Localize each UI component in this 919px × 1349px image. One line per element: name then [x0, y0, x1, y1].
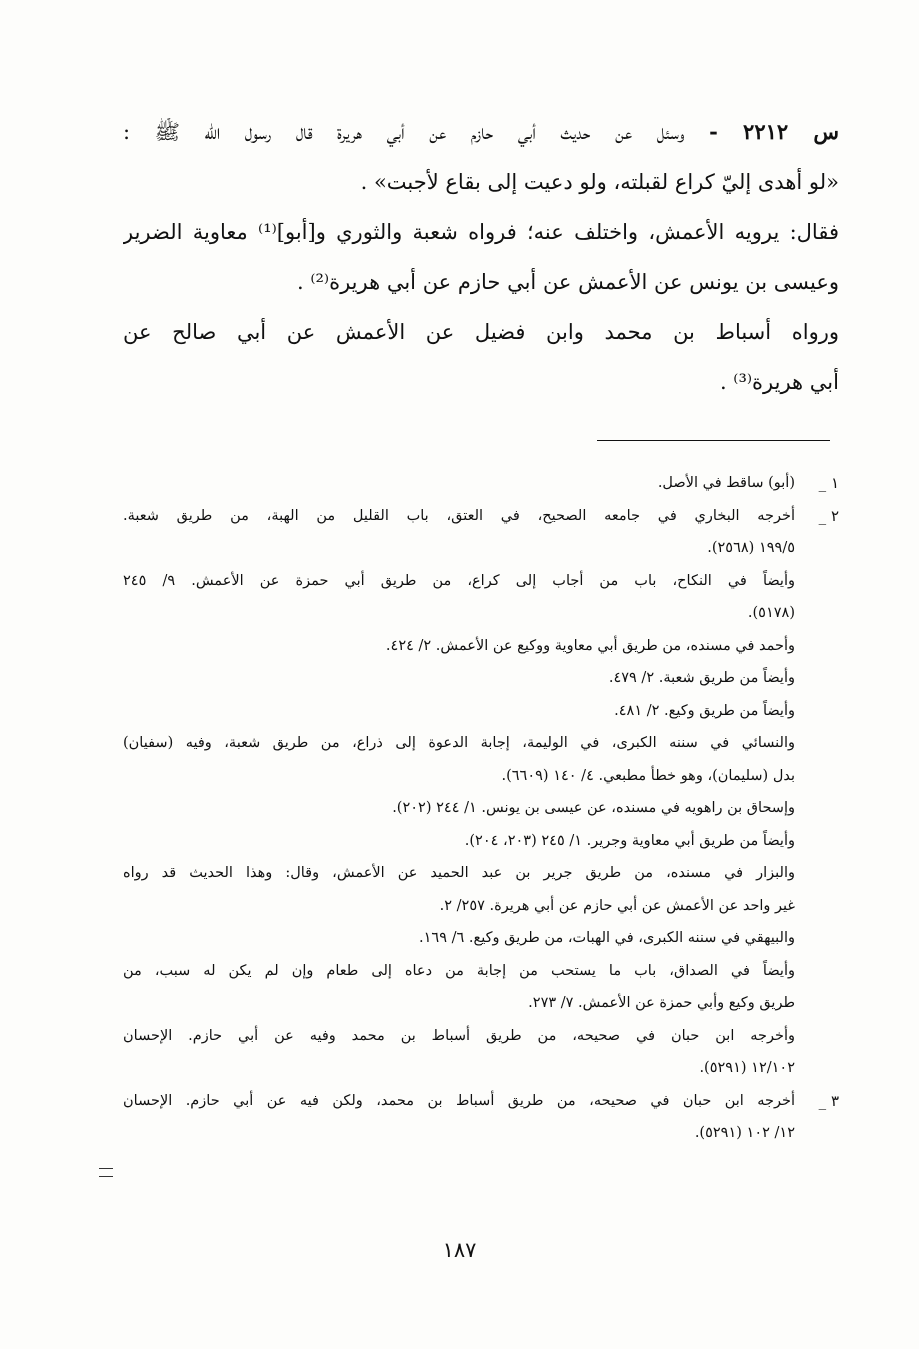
footnote: [123, 467, 839, 500]
footnotes: [123, 467, 839, 1150]
margin-mark: [99, 1168, 113, 1177]
answer-line: وعيسى بن يونس عن الأعمش عن أبي حازم عن أبي هريرة⁽²⁾ .: [296, 270, 839, 294]
footnote-line: وأيضاً من طريق وكيع. ٢/ ٤٨١.: [614, 702, 795, 719]
question-line: «لو أهدى إليّ كراع لقبلته، ولو دعيت إلى بقاع لأجبت» .: [360, 170, 839, 194]
footnote-line: وأيضاً من طريق شعبة. ٢/ ٤٧٩.: [608, 670, 795, 686]
footnote-line: ١٢/ ١٠٢ (٥٢٩١).: [694, 1125, 795, 1141]
footnote-line: وأخرجه ابن حبان في صحيحه، من طريق أسباط بن محمد وفيه عن أبي حازم. الإحسان: [123, 1027, 795, 1044]
footnote-line: أخرجه البخاري في جامعه الصحيح، في العتق، باب القليل من الهبة، من طريق شعبة.: [123, 507, 795, 524]
footnote-line: والنسائي في سننه الكبرى، في الوليمة، إجابة الدعوة إلى ذراع، من طريق شعبة، وفيه (سفيان): [123, 735, 795, 751]
footnote-line: (٥١٧٨).: [747, 605, 795, 621]
question-number: س ٢٢١٢ -: [709, 119, 839, 144]
footnote-line: والبزار في مسنده، من طريق جرير بن عبد الحميد عن الأعمش، وقال: وهذا الحديث قد رواه: [123, 865, 795, 881]
footnote-line: والبيهقي في سننه الكبرى، في الهبات، من طريق وكيع. ٦/ ١٦٩.: [419, 930, 795, 946]
footnote-line: وأيضاً من طريق أبي معاوية وجرير. ١/ ٢٤٥ (٢٠٣، ٢٠٤).: [464, 832, 795, 849]
footnote-number: ١ _: [818, 474, 839, 492]
footnote-number: ٢ _: [818, 506, 839, 525]
footnote-line: ١٢/١٠٢ (٥٢٩١).: [699, 1060, 795, 1076]
answer-line: ورواه أسباط بن محمد وابن فضيل عن الأعمش عن أبي صالح عن: [123, 320, 839, 344]
footnote-number: ٣ _: [818, 1091, 839, 1110]
footnote: [123, 1085, 839, 1150]
main-text: [123, 118, 839, 418]
answer-line: أبي هريرة⁽³⁾ .: [719, 370, 839, 394]
page-number: ١٨٧: [442, 1238, 477, 1262]
footnote-separator: [597, 440, 830, 441]
question-text: وسئل عن حديث أبي حازم عن أبي هريرة قال رسول الله ﷺ :: [123, 120, 685, 144]
footnote: [123, 500, 839, 1085]
footnote-line: غير واحد عن الأعمش عن أبي حازم عن أبي هريرة. ٢٥٧/ ٢.: [439, 897, 795, 914]
footnote-line: وإسحاق بن راهويه في مسنده، عن عيسى بن يونس. ١/ ٢٤٤ (٢٠٢).: [392, 800, 795, 816]
footnote-line: وأيضاً في النكاح، باب من أجاب إلى كراع، من طريق أبي حمزة عن الأعمش. ٩/ ٢٤٥: [123, 572, 795, 589]
footnote-line: وأيضاً في الصداق، باب ما يستحب من إجابة من دعاه إلى طعام وإن لم يكن له سبب، من: [123, 962, 795, 979]
footnote-line: طريق وكيع وأبي حمزة عن الأعمش. ٧/ ٢٧٣.: [528, 995, 795, 1011]
question-line: [123, 118, 839, 168]
footnote-line: وأحمد في مسنده، من طريق أبي معاوية ووكيع عن الأعمش. ٢/ ٤٢٤.: [385, 637, 795, 654]
footnote-line: (أبو) ساقط في الأصل.: [657, 475, 795, 491]
footnote-line: بدل (سليمان)، وهو خطأ مطبعي. ٤/ ١٤٠ (٦٦٠٩).: [501, 767, 795, 784]
footnote-line: ١٩٩/٥ (٢٥٦٨).: [707, 540, 795, 556]
footnote-line: أخرجه ابن حبان في صحيحه، من طريق أسباط بن محمد، ولكن فيه عن أبي حازم. الإحسان: [123, 1092, 795, 1109]
answer-line: فقال: يرويه الأعمش، واختلف عنه؛ فرواه شعبة والثوري و[أبو]⁽¹⁾ معاوية الضرير: [123, 220, 839, 244]
